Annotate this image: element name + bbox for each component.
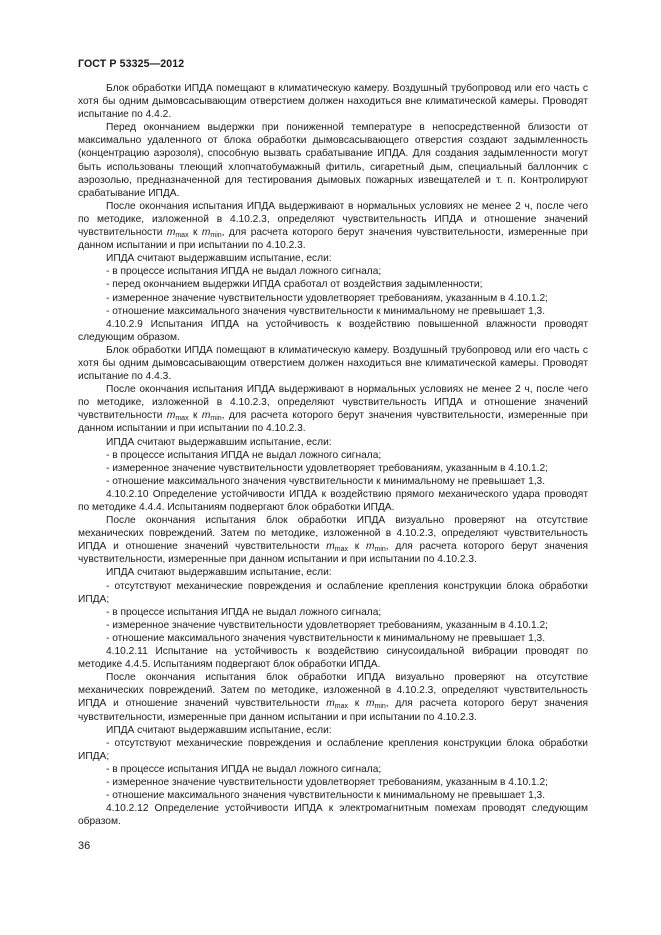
paragraph-text: , для расчета которого берут значения чувствительности, измеренные при данном испытании и при испытании по 4.10.2.3. bbox=[78, 410, 588, 435]
paragraph: 4.10.2.11 Испытание на устойчивость к воздействию синусоидальной вибрации проводят по методике 4.4.5. Испытаниям подвергают блок обработки ИПДА. bbox=[78, 646, 588, 671]
paragraph-text: После окончания испытания блок обработки ИПДА визуально проверяют на отсутствие механических повреждений. Затем по методике, изложенной в 4.10.2.3, определяют чувствительность ИПДА и отношение значений чувствительности bbox=[78, 672, 588, 710]
paragraph-text: После окончания испытания ИПДА выдерживают в нормальных условиях не менее 2 ч, после чего по методике, изложенной в 4.10.2.3, определяют чувствительность ИПДА и отношение значений чувствительности bbox=[78, 384, 588, 422]
paragraph bbox=[78, 383, 588, 435]
list-item: - отношение максимального значения чувствительности к минимальному не превышает 1,3. bbox=[106, 475, 546, 487]
list-item: - отсутствуют механические повреждения и ослабление крепления конструкции блока обработки ИПДА; bbox=[78, 737, 588, 762]
paragraph: 4.10.2.10 Определение устойчивости ИПДА к воздействию прямого механического удара проводят по методике 4.4.4. Испытаниям подвергают блок обработки ИПДА. bbox=[78, 488, 588, 513]
paragraph bbox=[78, 200, 588, 252]
symbol-m: m bbox=[201, 410, 211, 422]
paragraph-text: , для расчета которого берут значения чувствительности, измеренные при данном испытании и при испытании по 4.10.2.3. bbox=[78, 541, 588, 566]
subscript-max: max bbox=[334, 546, 348, 554]
paragraph bbox=[78, 671, 588, 723]
paragraph-text: , для расчета которого берут значения чувствительности, измеренные при данном испытании и при испытании по 4.10.2.3. bbox=[78, 227, 588, 252]
page-number: 36 bbox=[78, 840, 91, 852]
paragraph-text: к bbox=[188, 227, 202, 239]
list-item: - отношение максимального значения чувствительности к минимальному не превышает 1,3. bbox=[106, 305, 546, 317]
document-header: ГОСТ Р 53325—2012 bbox=[78, 58, 185, 70]
subscript-min: min bbox=[210, 415, 222, 423]
list-item: - измеренное значение чувствительности удовлетворяет требованиям, указанным в 4.10.1.2; bbox=[106, 776, 548, 788]
paragraph: ИПДА считают выдержавшим испытание, если: bbox=[106, 567, 332, 579]
paragraph: Перед окончанием выдержки при пониженной температуре в непосредственной близости от максимально удаленного от блока обработки дымовсасывающего отверстия создают задымленность (концентрацию аэрозоля), способную вызвать срабатывание ИПДА. Для создания задымленности могут быть использованы тлеющий хлопчатобумажный фитиль, сигаретный дым, специальный баллончик с аэрозолью, предназначенной для тестирования дымовых пожарных извещателей и т. п. Контролируют срабатывание ИПДА. bbox=[78, 122, 588, 199]
paragraph: ИПДА считают выдержавшим испытание, если: bbox=[106, 436, 332, 448]
symbol-m: m bbox=[166, 227, 176, 239]
list-item: - в процессе испытания ИПДА не выдал ложного сигнала; bbox=[106, 763, 382, 775]
paragraph-text: к bbox=[348, 698, 366, 710]
symbol-m: m bbox=[166, 410, 176, 422]
paragraph: 4.10.2.12 Определение устойчивости ИПДА к электромагнитным помехам проводят следующим образом. bbox=[78, 803, 588, 828]
paragraph: ИПДА считают выдержавшим испытание, если: bbox=[106, 253, 332, 265]
list-item: - перед окончанием выдержки ИПДА сработал от воздействия задымленности; bbox=[106, 279, 483, 291]
list-item: - измеренное значение чувствительности удовлетворяет требованиям, указанным в 4.10.1.2; bbox=[106, 619, 548, 631]
document-body bbox=[78, 82, 588, 828]
paragraph-text: к bbox=[188, 410, 202, 422]
list-item: - отсутствуют механические повреждения и ослабление крепления конструкции блока обработки ИПДА; bbox=[78, 580, 588, 605]
symbol-m: m bbox=[201, 227, 211, 239]
list-item: - в процессе испытания ИПДА не выдал ложного сигнала; bbox=[106, 606, 382, 618]
subscript-min: min bbox=[374, 546, 386, 554]
list-item: - в процессе испытания ИПДА не выдал ложного сигнала; bbox=[106, 266, 382, 278]
list-item: - отношение максимального значения чувствительности к минимальному не превышает 1,3. bbox=[106, 632, 546, 644]
subscript-max: max bbox=[175, 232, 189, 240]
symbol-m: m bbox=[326, 541, 335, 553]
subscript-max: max bbox=[334, 703, 348, 711]
paragraph-text: к bbox=[348, 541, 366, 553]
paragraph-text: После окончания испытания ИПДА выдерживают в нормальных условиях не менее 2 ч, после чего по методике, изложенной в 4.10.2.3, определяют чувствительность ИПДА и отношение значений чувствительности bbox=[78, 200, 588, 239]
list-item: - измеренное значение чувствительности удовлетворяет требованиям, указанным в 4.10.1.2; bbox=[106, 292, 548, 304]
paragraph: Блок обработки ИПДА помещают в климатическую камеру. Воздушный трубопровод или его часть с хотя бы одним дымовсасывающим отверстием должен находиться вне климатической камеры. Проводят испытание по 4.4.2. bbox=[78, 83, 588, 121]
paragraph: ИПДА считают выдержавшим испытание, если: bbox=[106, 724, 332, 736]
subscript-min: min bbox=[374, 703, 386, 711]
symbol-m: m bbox=[366, 541, 375, 553]
list-item: - в процессе испытания ИПДА не выдал ложного сигнала; bbox=[106, 449, 382, 461]
symbol-m: m bbox=[326, 698, 335, 710]
paragraph: 4.10.2.9 Испытания ИПДА на устойчивость к воздействию повышенной влажности проводят следующим образом. bbox=[78, 318, 588, 343]
paragraph bbox=[78, 514, 588, 566]
subscript-max: max bbox=[175, 415, 189, 423]
symbol-m: m bbox=[366, 698, 375, 710]
paragraph: Блок обработки ИПДА помещают в климатическую камеру. Воздушный трубопровод или его часть с хотя бы одним дымовсасывающим отверстием должен находиться вне климатической камеры. Проводят испытание по 4.4.3. bbox=[78, 344, 588, 383]
subscript-min: min bbox=[210, 232, 222, 240]
paragraph-text: После окончания испытания блок обработки ИПДА визуально проверяют на отсутствие механических повреждений. Затем по методике, изложенной в 4.10.2.3, определяют чувствительность ИПДА и отношение значений чувствительности bbox=[78, 515, 588, 553]
paragraph-text: , для расчета которого берут значения чувствительности, измеренные при данном испытании и при испытании по 4.10.2.3. bbox=[78, 698, 588, 723]
list-item: - отношение максимального значения чувствительности к минимальному не превышает 1,3. bbox=[106, 790, 546, 802]
list-item: - измеренное значение чувствительности удовлетворяет требованиям, указанным в 4.10.1.2; bbox=[106, 462, 548, 474]
